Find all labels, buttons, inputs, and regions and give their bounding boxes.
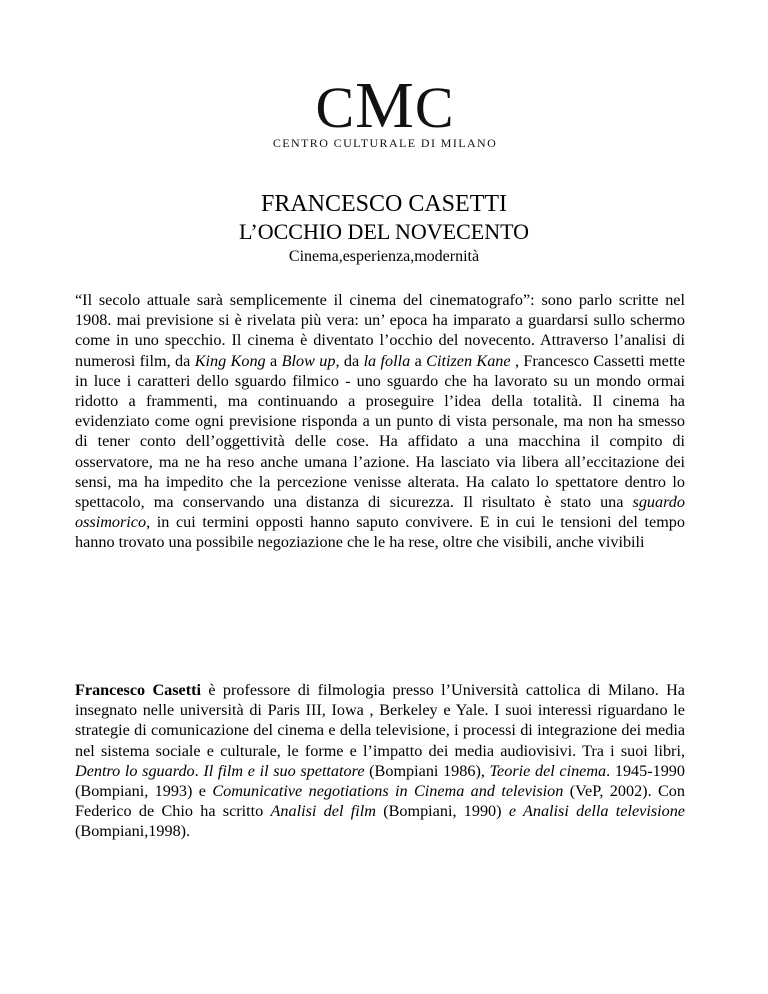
cmc-logo-mark (270, 69, 500, 142)
intro-text: , da (335, 351, 364, 370)
logo-letter-c2: C (414, 75, 455, 140)
intro-text: , in cui termini opposti hanno saputo convivere. E in cui le tensioni del tempo hanno trovato una possibile negoziazione che le ha rese, oltre che visibili, anche vivibili (75, 513, 685, 552)
bio-paragraph (75, 680, 685, 842)
bio-text: . 1945-1990 (Bompiani, 1993) e (75, 761, 685, 801)
logo-tagline: CENTRO CULTURALE DI MILANO (272, 136, 498, 150)
intro-paragraph (75, 290, 685, 553)
film-title: la folla (363, 351, 411, 370)
emphasis: sguardo ossimorico (75, 493, 685, 532)
film-title: Citizen Kane (426, 351, 511, 370)
intro-text: a (410, 351, 427, 370)
film-title: King Kong (194, 351, 266, 370)
book-reference: Analisi del film (270, 802, 376, 821)
book-reference: Il film e il suo spettatore (203, 761, 365, 780)
book-reference: Comunicative negotiations in Cinema and television (212, 782, 564, 801)
book-reference: e Analisi della televisione (508, 802, 685, 821)
title-block (0, 189, 768, 267)
logo-letter-m: M (355, 69, 415, 142)
bio-text: (VeP, 2002). Con Federico de Chio ha scritto (75, 782, 685, 821)
book-reference: Dentro lo sguardo (75, 761, 195, 780)
intro-text: a (265, 351, 282, 370)
book-title: L’OCCHIO DEL NOVECENTO (238, 219, 530, 244)
intro-text: “Il secolo attuale sarà semplicemente il cinema del cinematografo”: sono parlo scritte nel 1908. mai previsione si è rivelata più vera: un’ epoca ha imparato a guardarsi sullo schermo come in uno specchio. Il cinema è diventato l’occhio del novecento. Attraverso l’analisi di numerosi film, da (75, 291, 685, 370)
bio-text: . (194, 761, 204, 780)
book-reference: Teorie del cinema (489, 761, 607, 780)
author-heading: FRANCESCO CASETTI (260, 191, 508, 217)
film-title: Blow up (281, 351, 336, 370)
book-subtitle: Cinema,esperienza,modernità (288, 248, 480, 265)
logo-letter-c1: C (315, 75, 356, 140)
intro-text: , Francesco Cassetti mette in luce i caratteri dello sguardo filmico - uno sguardo che ha lavorato su un mondo ormai ridotto a frammenti, ma continuando a proseguire l’idea della totalità. Il cinema ha evidenziato come ogni previsione risponda a un punto di vista personale, ma non ha smesso di tener conto dell’oggettività delle cose. Ha affidato a una macchina il compito di osservatore, ma ne ha reso anche umana l’azione. Ha lasciato via libera all’eccitazione dei sensi, ma ha impedito che la percezione venisse alterata. Ha calato lo spettatore dentro lo spettacolo, ma conservando una distanza di sicurezza. Il risultato è stato una (75, 351, 686, 512)
bio-text: (Bompiani,1998). (75, 822, 191, 841)
cmc-logo (270, 69, 500, 151)
bio-name: Francesco Casetti (75, 681, 202, 699)
bio-text: (Bompiani, 1990) (375, 802, 509, 821)
bio-text: (Bompiani 1986), (364, 761, 490, 780)
bio-text: è professore di filmologia presso l’Università cattolica di Milano. Ha insegnato nelle università di Paris III, Iowa , Berkeley e Yale. I suoi interessi riguardano le strategie di comunicazione del cinema e della televisione, i processi di integrazione dei media nel sistema sociale e culturale, le forme e l’impatto dei media audiovisivi. Tra i suoi libri, (75, 681, 685, 760)
